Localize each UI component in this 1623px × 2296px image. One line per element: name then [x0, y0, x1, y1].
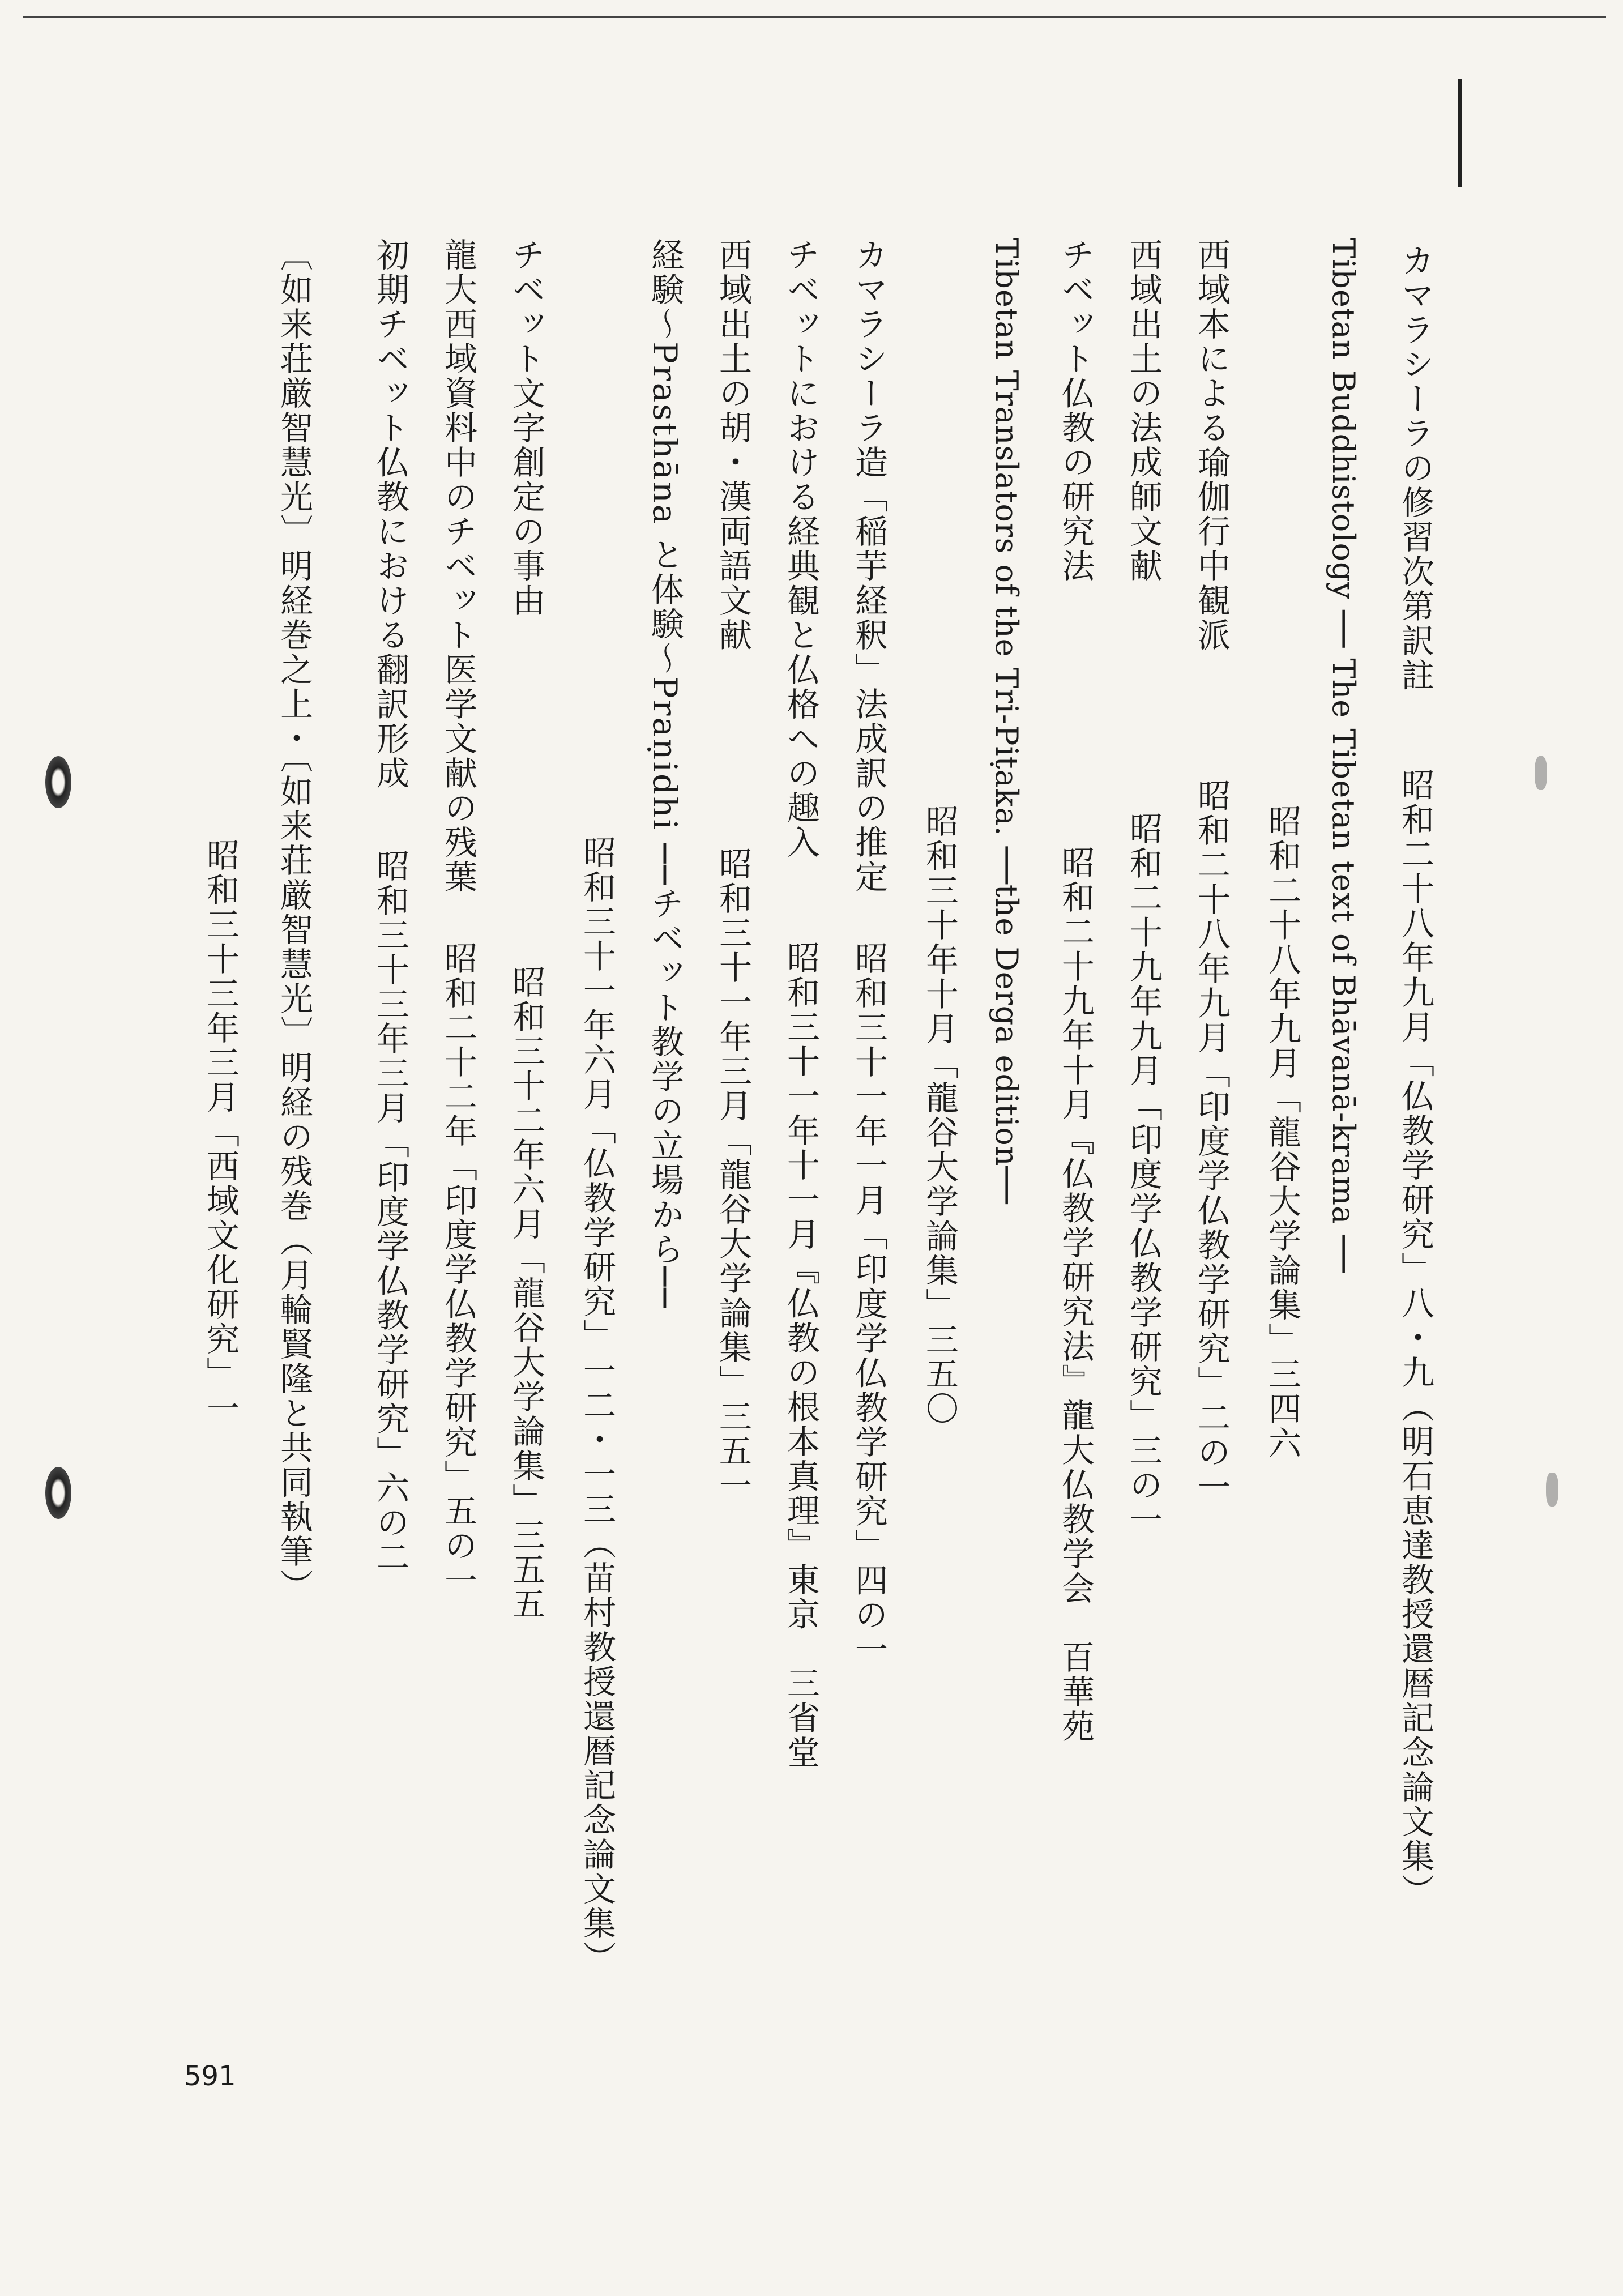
entry-2-title: Tibetan Buddhistology ── The Tibetan text of Bhāvanā-krama ── — [1326, 238, 1361, 1273]
entry-13: 初期チベット仏教における翻訳形成 昭和三十三年三月「印度学仏教学研究」六の二 — [371, 238, 409, 1574]
entry-6: Tibetan Translators of the Tri-Piṭaka. ──the Derga edition── — [989, 238, 1024, 1205]
entry-7: カマラシーラ造「稲芋経釈」法成訳の推定 昭和三十一年一月「印度学仏教学研究」四の一 — [849, 238, 888, 1667]
entry-1-title: カマラシーラの修習次第訳註 — [1396, 244, 1434, 693]
entry-4: 西域出土の法成師文献 昭和二十九年九月「印度学仏教学研究」三の一 — [1124, 238, 1163, 1537]
entry-10-pub: 昭和三十一年六月「仏教学研究」一二・一三（苗村教授還暦記念論文集） — [578, 835, 616, 1975]
entry-1-pub: 昭和二十八年九月「仏教学研究」八・九（明石恵達教授還暦記念論文集） — [1396, 767, 1434, 1908]
entry-11: チベット文字創定の事由 昭和三十二年六月「龍谷大学論集」三五五 — [507, 238, 545, 1621]
binder-hole-icon — [45, 1467, 71, 1519]
entry-3: 西域本による瑜伽行中観派 昭和二十八年九月「印度学仏教学研究」二の一 — [1192, 238, 1231, 1504]
entry-8: チベットにおける経典観と仏格への趣入 昭和三十一年十一月『仏教の根本真理』東京 三省堂 — [781, 238, 820, 1770]
entry-1 — [1396, 244, 1434, 1908]
scan-mark-icon — [1535, 756, 1547, 790]
page-number: 591 — [184, 2060, 236, 2092]
scan-mark-icon — [1546, 1473, 1558, 1507]
top-rule — [23, 16, 1606, 18]
entry-14-pub: 昭和三十三年三月「西域文化研究」一 — [201, 838, 240, 1426]
entry-12: 龍大西域資料中のチベット医学文献の残葉 昭和二十二年「印度学仏教学研究」五の一 — [439, 238, 477, 1598]
entry-9: 西域出土の胡・漢両語文献 昭和三十一年三月「龍谷大学論集」三五一 — [714, 238, 752, 1503]
entry-6-pub: 昭和三十年十月「龍谷大学論集」三五〇 — [920, 804, 959, 1426]
entry-2-pub: 昭和二十八年九月「龍谷大学論集」三四六 — [1263, 804, 1301, 1461]
entry-2 — [1328, 238, 1359, 1273]
entry-5: チベット仏教の研究法 昭和二十九年十月『仏教学研究法』龍大仏教学会 百華苑 — [1056, 238, 1095, 1744]
entry-14: 〔如来荘厳智慧光〕明経巻之上・〔如来荘厳智慧光〕明経の残巻（月輪賢隆と共同執筆） — [275, 238, 313, 1603]
entry-10: 経験〜Prasthāna と体験〜Praṇidhi ──チベット教学の立場から── — [646, 238, 684, 1310]
binder-hole-icon — [45, 756, 71, 808]
section-rule — [1458, 79, 1462, 187]
